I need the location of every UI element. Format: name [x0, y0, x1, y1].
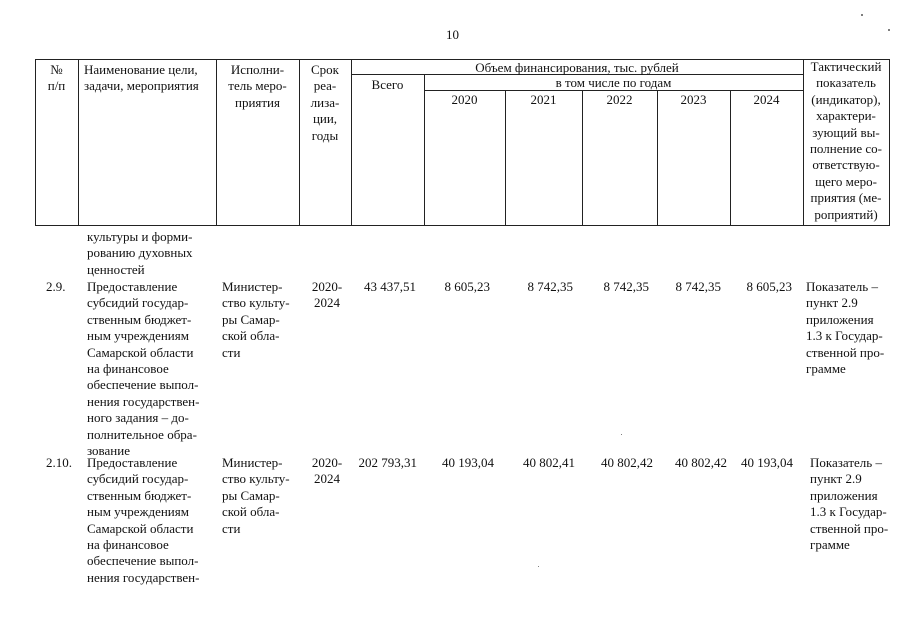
header-indicator-line: приятия (ме- — [810, 190, 882, 206]
continuation-line: культуры и форми- — [87, 229, 193, 244]
header-indicator-line: (индикатор), — [811, 91, 881, 107]
col-border — [78, 59, 79, 226]
row-executor — [222, 455, 290, 537]
header-year-2020: 2020 — [451, 92, 478, 107]
header-indicator-line: характери- — [816, 108, 876, 124]
row-name-line: обеспечение выпол- — [87, 377, 199, 393]
row-executor-line: сти — [222, 520, 241, 536]
row-value-2022: 8 742,35 — [603, 279, 649, 294]
header-indicator-line: ответствую- — [812, 157, 880, 173]
row-name — [87, 455, 199, 586]
header-year-2022: 2022 — [606, 92, 633, 107]
scan-speck — [621, 434, 622, 435]
scan-speck — [861, 14, 863, 16]
header-indicator-line: показатель — [816, 75, 876, 91]
row-name-line: ным учреждениям — [87, 504, 189, 520]
row-executor — [222, 279, 290, 361]
row-number: 2.9. — [46, 279, 66, 294]
row-value-2023: 40 802,42 — [675, 455, 727, 470]
header-executor-line: Исполни- — [230, 62, 285, 77]
row-total: 202 793,31 — [358, 455, 417, 470]
row-executor-line: ры Самар- — [222, 487, 280, 503]
row-value-2023: 8 742,35 — [675, 279, 721, 294]
header-num-line: п/п — [47, 78, 66, 94]
header-executor-line: приятия — [234, 94, 280, 110]
header-by-years: в том числе по годам — [555, 75, 672, 90]
row-value-2021: 40 802,41 — [523, 455, 575, 470]
row-name-line: полнительное обра- — [87, 426, 197, 442]
row-value-2020: 40 193,04 — [442, 455, 494, 470]
header-indicator — [803, 59, 889, 223]
row-name-line: Самарской области — [87, 344, 194, 360]
header-year-2023: 2023 — [680, 92, 707, 107]
header-funding-title: Объем финансирования, тыс. рублей — [475, 60, 679, 75]
header-name — [84, 62, 199, 95]
row-name-line: на финансовое — [87, 361, 169, 377]
row-indicator-line: пункт 2.9 — [806, 295, 858, 311]
row-term-line: 2020- — [311, 455, 343, 470]
page-number: 10 — [446, 27, 459, 42]
col-border — [730, 90, 731, 226]
header-num-line: № — [50, 62, 63, 77]
row-indicator — [806, 279, 884, 377]
row-indicator-line: приложения — [806, 311, 874, 327]
col-border — [657, 90, 658, 226]
row-value-2020: 8 605,23 — [444, 279, 490, 294]
continuation-text — [87, 229, 193, 278]
row-executor-line: ской обла- — [222, 328, 280, 344]
row-name-line: Самарской области — [87, 520, 194, 536]
row-indicator-line: 1.3 к Государ- — [810, 504, 887, 520]
row-name-line: ственным бюджет- — [87, 487, 192, 503]
col-border — [889, 59, 890, 226]
row-name-line: обеспечение выпол- — [87, 553, 199, 569]
row-name-line: Предоставление — [87, 279, 178, 294]
row-indicator-line: приложения — [810, 487, 878, 503]
header-bottom-border — [35, 225, 890, 226]
row-name-line: ственным бюджет- — [87, 311, 192, 327]
header-executor — [216, 62, 299, 111]
row-name-line: нения государствен- — [87, 569, 200, 585]
row-name-line: зование — [87, 443, 130, 459]
row-number: 2.10. — [46, 455, 72, 470]
row-value-2021: 8 742,35 — [527, 279, 573, 294]
header-total: Всего — [371, 77, 404, 92]
header-num — [35, 62, 78, 95]
header-term — [299, 62, 351, 144]
row-executor-line: ской обла- — [222, 504, 280, 520]
scan-speck — [538, 566, 539, 567]
header-term-line: годы — [311, 127, 339, 143]
row-executor-line: сти — [222, 344, 241, 360]
row-executor-line: ство культу- — [222, 295, 290, 311]
row-indicator-line: ственной про- — [810, 520, 889, 536]
row-indicator-line: грамме — [810, 537, 850, 553]
row-indicator-line: пункт 2.9 — [810, 471, 862, 487]
row-term — [299, 279, 355, 312]
header-year-2021: 2021 — [530, 92, 557, 107]
header-indicator-line: Тактический — [810, 59, 882, 74]
header-indicator-line: зующий вы- — [812, 124, 880, 140]
row-executor-line: Министер- — [222, 279, 283, 294]
header-year-2024: 2024 — [753, 92, 780, 107]
row-value-2024: 40 193,04 — [741, 455, 793, 470]
continuation-line: рованию духовных — [87, 245, 193, 261]
header-term-line: ции, — [312, 111, 338, 127]
header-indicator-line: полнение со- — [809, 141, 883, 157]
col-border — [582, 90, 583, 226]
header-indicator-line: щего меро- — [815, 173, 877, 189]
scan-speck — [888, 29, 890, 31]
row-indicator-line: Показатель – — [810, 455, 882, 470]
row-term-line: 2024 — [314, 471, 340, 487]
header-term-line: реа- — [313, 78, 337, 94]
header-name-line: Наименование цели, — [84, 62, 198, 77]
col-border — [505, 90, 506, 226]
header-executor-line: тель меро- — [228, 78, 287, 94]
row-name — [87, 279, 199, 459]
row-value-2022: 40 802,42 — [601, 455, 653, 470]
header-term-line: Срок — [311, 62, 339, 77]
row-name-line: на финансовое — [87, 537, 169, 553]
row-indicator-line: 1.3 к Государ- — [806, 328, 883, 344]
header-term-line: лиза- — [310, 94, 340, 110]
row-term-line: 2020- — [311, 279, 343, 294]
row-term-line: 2024 — [314, 295, 340, 311]
row-term — [299, 455, 355, 488]
header-name-line: задачи, мероприятия — [84, 78, 199, 94]
row-value-2024: 8 605,23 — [746, 279, 792, 294]
continuation-line: ценностей — [87, 261, 145, 277]
row-indicator-line: ственной про- — [806, 344, 885, 360]
row-name-line: субсидий государ- — [87, 295, 189, 311]
row-indicator — [810, 455, 888, 553]
row-executor-line: Министер- — [222, 455, 283, 470]
row-name-line: Предоставление — [87, 455, 178, 470]
row-name-line: нения государствен- — [87, 393, 200, 409]
row-name-line: ного задания – до- — [87, 410, 189, 426]
row-executor-line: ство культу- — [222, 471, 290, 487]
row-name-line: субсидий государ- — [87, 471, 189, 487]
row-executor-line: ры Самар- — [222, 311, 280, 327]
row-total: 43 437,51 — [364, 279, 416, 294]
row-indicator-line: грамме — [806, 361, 846, 377]
row-indicator-line: Показатель – — [806, 279, 878, 294]
row-name-line: ным учреждениям — [87, 328, 189, 344]
header-indicator-line: роприятий) — [814, 206, 878, 222]
